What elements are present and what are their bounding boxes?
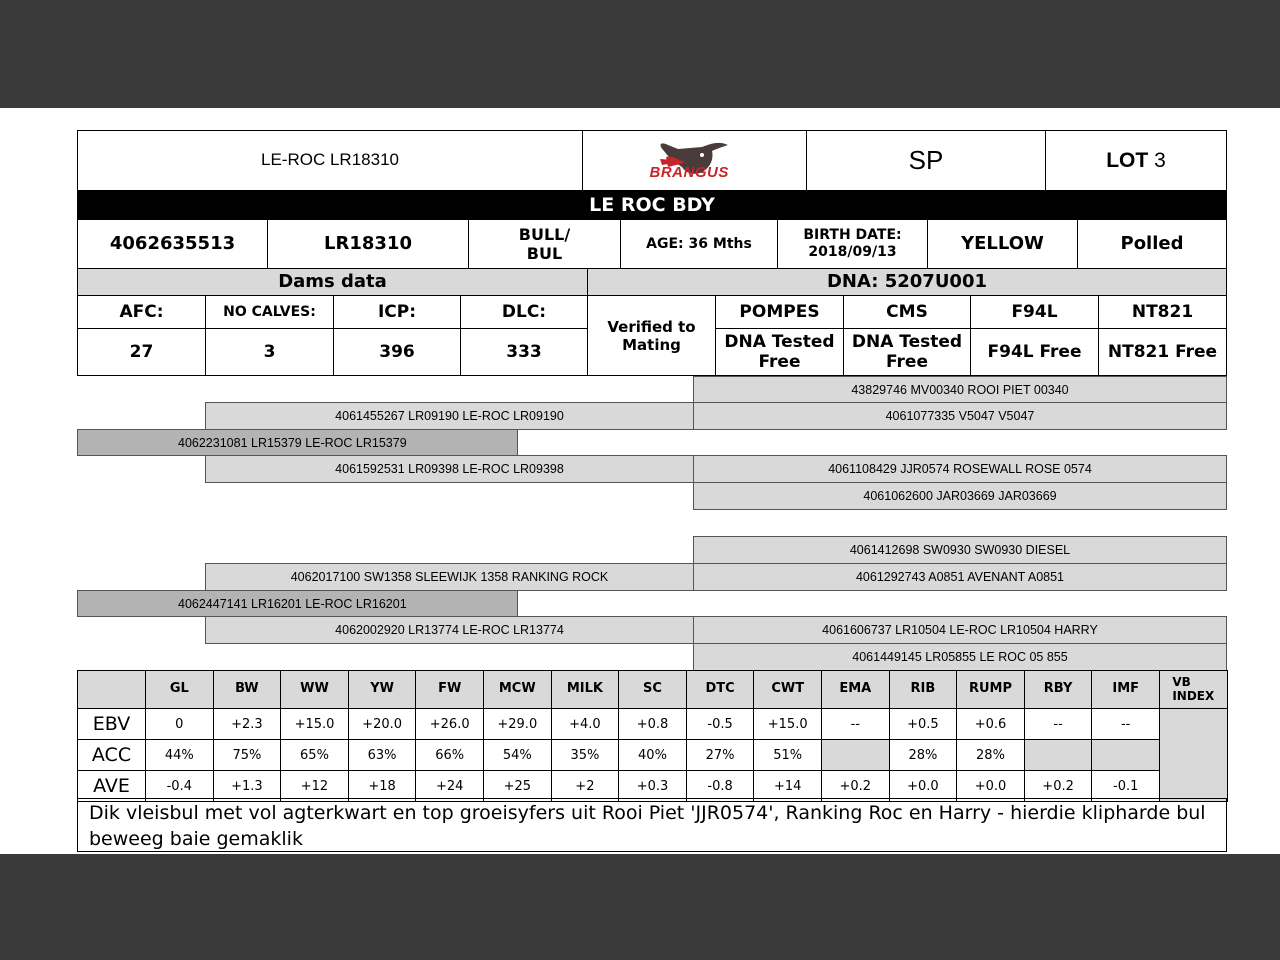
ebv-value: -0.1 (1091, 770, 1160, 802)
ebv-header-rump: RUMP (956, 670, 1025, 709)
pedigree-dam-sire-sire (693, 536, 1227, 564)
pedigree-entry: 4061292743 A0851 AVENANT A0851 (855, 570, 1065, 584)
ebv-value: +2 (551, 770, 620, 802)
dams-title-cell (77, 268, 588, 296)
id-number: 4062635513 (109, 233, 236, 255)
horn-status-cell (1077, 219, 1227, 269)
dna-test-result: NT821 Free (1107, 341, 1218, 362)
dna-test-result-pompes (715, 328, 844, 376)
pedigree-entry: 4061062600 JAR03669 JAR03669 (863, 489, 1057, 503)
lot-label: LOT (1106, 148, 1149, 172)
ebv-value: +15.0 (753, 708, 822, 740)
animal-name: LE-ROC LR18310 (261, 150, 399, 170)
ebv-value: -- (1024, 708, 1093, 740)
dna-title-cell (587, 268, 1227, 296)
dna-test-name-nt821 (1098, 295, 1227, 329)
ebv-header-sc: SC (618, 670, 687, 709)
ebv-row-label-ebv: EBV (77, 708, 146, 740)
pedigree-entry: 4061455267 LR09190 LE-ROC LR09190 (335, 409, 564, 423)
dna-test-result: DNA Tested Free (851, 331, 963, 372)
catalogue-sheet (0, 108, 1280, 854)
ebv-value: -0.4 (145, 770, 214, 802)
pedigree-entry: 4062447141 LR16201 LE-ROC LR16201 (178, 596, 407, 611)
dna-test-name: CMS (886, 301, 928, 322)
ebv-value: 27% (686, 739, 755, 771)
pedigree-sire-sire-sire (693, 376, 1227, 403)
ebv-row-label-acc: ACC (77, 739, 146, 771)
ebv-value: 28% (889, 739, 958, 771)
ebv-value: 0 (145, 708, 214, 740)
ebv-value: 35% (551, 739, 620, 771)
ebv-value: +4.0 (551, 708, 620, 740)
ebv-value: 40% (618, 739, 687, 771)
ebv-value: 54% (483, 739, 552, 771)
pedigree-dam-dam-sire (693, 616, 1227, 644)
ebv-value: -0.5 (686, 708, 755, 740)
ebv-value: 44% (145, 739, 214, 771)
ebv-value: 51% (753, 739, 822, 771)
ebv-header-vb-index: VB INDEX (1159, 670, 1228, 709)
ebv-value: +0.0 (889, 770, 958, 802)
ebv-value: 28% (956, 739, 1025, 771)
dams-header-label: ICP: (377, 301, 417, 322)
ebv-header-yw: YW (348, 670, 417, 709)
ebv-row-label-ave: AVE (77, 770, 146, 802)
ebv-value: +0.8 (618, 708, 687, 740)
pedigree-entry: 4061449145 LR05855 LE ROC 05 855 (852, 650, 1068, 664)
ebv-value: +0.2 (1024, 770, 1093, 802)
ebv-value: +0.0 (956, 770, 1025, 802)
id-number-cell (77, 219, 268, 269)
pedigree-entry: 4062002920 LR13774 LE-ROC LR13774 (335, 623, 564, 637)
dna-test-name-cms (843, 295, 971, 329)
pedigree-dam (77, 590, 518, 617)
ebv-value: -- (821, 708, 890, 740)
horn-status: Polled (1120, 233, 1184, 255)
logo-cell (582, 130, 807, 191)
pedigree-entry: 4062017100 SW1358 SLEEWIJK 1358 RANKING ROCK (290, 570, 609, 584)
ebv-value: +14 (753, 770, 822, 802)
birth-date: BIRTH DATE: 2018/09/13 (803, 227, 902, 260)
animal-title: LE ROC BDY (589, 193, 715, 216)
birth-date-cell (777, 219, 928, 269)
ebv-value: +0.6 (956, 708, 1025, 740)
dams-header-no-calves (205, 295, 334, 329)
ebv-value: +0.2 (821, 770, 890, 802)
verified-cell (587, 295, 716, 376)
pedigree-sire-sire (205, 402, 694, 430)
colour-cell (927, 219, 1078, 269)
dna-test-result: F94L Free (987, 341, 1082, 362)
ebv-corner-cell (77, 670, 146, 709)
ebv-value: +0.3 (618, 770, 687, 802)
sex-cell (468, 219, 621, 269)
pedigree-entry: 43829746 MV00340 ROOI PIET 00340 (851, 382, 1069, 397)
dna-test-result: DNA Tested Free (724, 331, 835, 372)
age-cell (620, 219, 778, 269)
ebv-value: +18 (348, 770, 417, 802)
ebv-value (821, 739, 890, 771)
lot-number: 3 (1154, 148, 1166, 172)
comment-text: Dik vleisbul met vol agterkwart en top groeisyfers uit Rooi Piet 'JJR0574', Ranking Roc en Harry - hierdie klipharde bul beweeg baie gemaklik (89, 802, 1206, 850)
pedigree-sire (77, 429, 518, 456)
lot-cell (1045, 130, 1227, 191)
pedigree-entry: 4061592531 LR09398 LE-ROC LR09398 (335, 462, 564, 476)
dams-header-label: AFC: (119, 301, 164, 322)
dams-header-afc (77, 295, 206, 329)
ebv-value: +0.5 (889, 708, 958, 740)
ebv-header-cwt: CWT (753, 670, 822, 709)
dams-header-label: NO CALVES: (223, 303, 316, 320)
ebv-header-imf: IMF (1091, 670, 1160, 709)
dams-value-no-calves (205, 328, 334, 376)
dna-test-name-pompes (715, 295, 844, 329)
ebv-value: 66% (415, 739, 484, 771)
ebv-value: +2.3 (213, 708, 282, 740)
grade: SP (908, 144, 944, 175)
dams-value-dlc (460, 328, 588, 376)
ebv-header-bw: BW (213, 670, 282, 709)
ebv-value: +12 (280, 770, 349, 802)
herd-id: LR18310 (324, 233, 412, 255)
ebv-value: +20.0 (348, 708, 417, 740)
age: AGE: 36 Mths (646, 235, 752, 252)
sex: BULL/ BUL (518, 224, 571, 263)
ebv-value: 63% (348, 739, 417, 771)
dams-title: Dams data (278, 271, 387, 293)
ebv-header-mcw: MCW (483, 670, 552, 709)
pedigree-dam-sire-dam (693, 563, 1227, 591)
pedigree-entry: 4061412698 SW0930 SW0930 DIESEL (849, 543, 1071, 557)
pedigree-dam-dam-dam (693, 643, 1227, 671)
pedigree-sire-sire-dam (693, 402, 1227, 430)
ebv-value: +26.0 (415, 708, 484, 740)
pedigree-entry: 4061606737 LR10504 LE-ROC LR10504 HARRY (822, 623, 1098, 637)
dna-test-name: POMPES (739, 301, 820, 322)
vb-index-value (1159, 708, 1228, 802)
ebv-value: +24 (415, 770, 484, 802)
ebv-header-ema: EMA (821, 670, 890, 709)
dna-test-name: NT821 (1131, 301, 1194, 322)
pedigree-dam-sire (205, 563, 694, 591)
comment-box (77, 798, 1227, 852)
ebv-value: +29.0 (483, 708, 552, 740)
ebv-value: +15.0 (280, 708, 349, 740)
animal-name-cell (77, 130, 583, 191)
pedigree-entry: 4061077335 V5047 V5047 (885, 409, 1035, 423)
colour: YELLOW (961, 233, 1044, 255)
title-bar (77, 190, 1227, 220)
ebv-value: +25 (483, 770, 552, 802)
dams-value: 333 (506, 341, 542, 362)
ebv-value (1024, 739, 1093, 771)
herd-id-cell (267, 219, 469, 269)
grade-cell (806, 130, 1046, 191)
dams-header-label: DLC: (501, 301, 547, 322)
pedigree-entry: 4062231081 LR15379 LE-ROC LR15379 (178, 435, 407, 450)
dna-test-result-cms (843, 328, 971, 376)
dams-value-afc (77, 328, 206, 376)
ebv-header-fw: FW (415, 670, 484, 709)
ebv-header-ww: WW (280, 670, 349, 709)
dams-value: 396 (379, 341, 415, 362)
ebv-value: 75% (213, 739, 282, 771)
ebv-value (1091, 739, 1160, 771)
verified-text: Verified to Mating (607, 317, 696, 354)
pedigree-sire-dam-sire (693, 455, 1227, 483)
pedigree-sire-dam-dam (693, 482, 1227, 510)
pedigree-sire-dam (205, 455, 694, 483)
dna-test-name-f94l (970, 295, 1099, 329)
ebv-header-rib: RIB (889, 670, 958, 709)
ebv-header-rby: RBY (1024, 670, 1093, 709)
ebv-value: 65% (280, 739, 349, 771)
ebv-header-dtc: DTC (686, 670, 755, 709)
dna-test-result-nt821 (1098, 328, 1227, 376)
ebv-header-gl: GL (145, 670, 214, 709)
dams-header-dlc (460, 295, 588, 329)
logo-text: BRANGUS (649, 163, 729, 181)
ebv-value: -0.8 (686, 770, 755, 802)
pedigree-entry: 4061108429 JJR0574 ROSEWALL ROSE 0574 (828, 462, 1092, 476)
dams-value-icp (333, 328, 461, 376)
dams-value: 3 (263, 341, 276, 362)
dna-title: DNA: 5207U001 (826, 271, 988, 293)
pedigree-dam-dam (205, 616, 694, 644)
dams-header-icp (333, 295, 461, 329)
brangus-logo (620, 137, 770, 185)
ebv-value: +1.3 (213, 770, 282, 802)
dna-test-name: F94L (1011, 301, 1058, 322)
dams-value: 27 (129, 341, 154, 362)
dna-test-result-f94l (970, 328, 1099, 376)
ebv-value: -- (1091, 708, 1160, 740)
ebv-header-milk: MILK (551, 670, 620, 709)
